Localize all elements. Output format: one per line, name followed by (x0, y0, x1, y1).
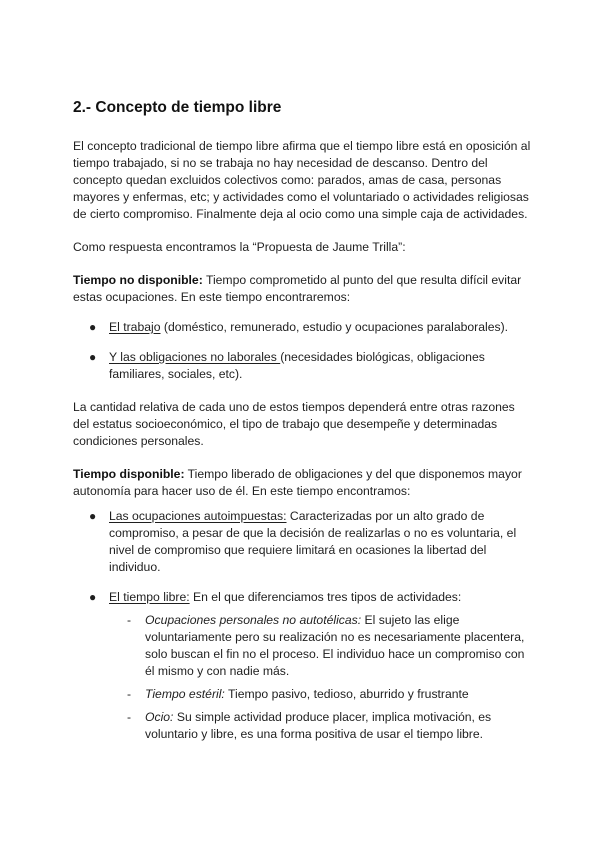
bullet-icon: ● (89, 320, 97, 334)
sub-text: El sujeto las elige voluntariamente pero su realización no es necesariamente placentera, solo buscan el fin no el proceso. El individuo hace un compromiso con él mismo y con nadie más. (145, 613, 525, 678)
list-item (73, 349, 533, 383)
no-disponible-term: Tiempo no disponible: (73, 273, 203, 287)
no-disponible-text: Tiempo comprometido al punto del que resulta difícil evitar estas ocupaciones. En este tiempo encontraremos: (73, 273, 522, 304)
item-text: Caracterizadas por un alto grado de compromiso, a pesar de que la decisión de realizarlas o no es voluntaria, el nivel de compromiso que requiere limitará en ocasiones la libertad del individuo. (109, 509, 517, 574)
intro-paragraph: El concepto tradicional de tiempo libre afirma que el tiempo libre está en oposición al tiempo trabajado, si no se trabaja no hay necesidad de descanso. Dentro del concepto quedan excluidos colectivos como: parados, amas de casa, personas mayores y enfermas, etc; y actividades como el voluntariado o actividades religiosas de cierto compromiso. Finalmente deja al ocio como una simple caja de actividades. (73, 139, 531, 221)
bullet-icon: ● (89, 590, 97, 604)
item-label: Y las obligaciones no laborales (109, 350, 281, 364)
sublist-item (109, 709, 533, 743)
tiempo-libre-sublist (109, 612, 533, 743)
section-heading: 2.- Concepto de tiempo libre (73, 99, 282, 116)
item-text: (doméstico, remunerado, estudio y ocupaciones paralaborales). (160, 320, 509, 334)
dash-icon: - (127, 687, 132, 701)
disponible-list (73, 508, 533, 743)
item-text: (necesidades biológicas, obligaciones familiares, sociales, etc). (109, 350, 485, 381)
sub-label: Ocio: (145, 710, 174, 724)
disponible-text: Tiempo liberado de obligaciones y del que disponemos mayor autonomía para hacer uso de él. En este tiempo encontramos: (73, 467, 522, 498)
sub-text: Su simple actividad produce placer, implica motivación, es voluntario y libre, es una forma positiva de usar el tiempo libre. (145, 710, 492, 741)
bullet-icon: ● (89, 350, 97, 364)
item-label: El trabajo (109, 320, 161, 334)
respuesta-paragraph: Como respuesta encontramos la “Propuesta de Jaume Trilla”: (73, 240, 406, 254)
dash-icon: - (127, 710, 132, 724)
item-label: El tiempo libre: (109, 590, 190, 604)
sub-label: Tiempo estéril: (145, 687, 225, 701)
sub-text: Tiempo pasivo, tedioso, aburrido y frustrante (224, 687, 469, 701)
item-text: En el que diferenciamos tres tipos de actividades: (189, 590, 462, 604)
item-label: Las ocupaciones autoimpuestas: (109, 509, 287, 523)
list-item (73, 508, 533, 576)
list-item (73, 589, 533, 743)
cantidad-paragraph: La cantidad relativa de cada uno de estos tiempos dependerá entre otras razones del estatus socioeconómico, el tipo de trabajo que desempeñe y determinadas condiciones personales. (73, 400, 515, 448)
document-page (73, 98, 533, 749)
no-disponible-list (73, 319, 533, 383)
sublist-item (109, 612, 533, 680)
disponible-paragraph (73, 466, 533, 500)
dash-icon: - (127, 613, 132, 627)
bullet-icon: ● (89, 509, 97, 523)
sublist-item (109, 686, 533, 703)
sub-label: Ocupaciones personales no autotélicas: (145, 613, 362, 627)
list-item (73, 319, 533, 336)
disponible-term: Tiempo disponible: (73, 467, 185, 481)
no-disponible-paragraph (73, 272, 533, 306)
